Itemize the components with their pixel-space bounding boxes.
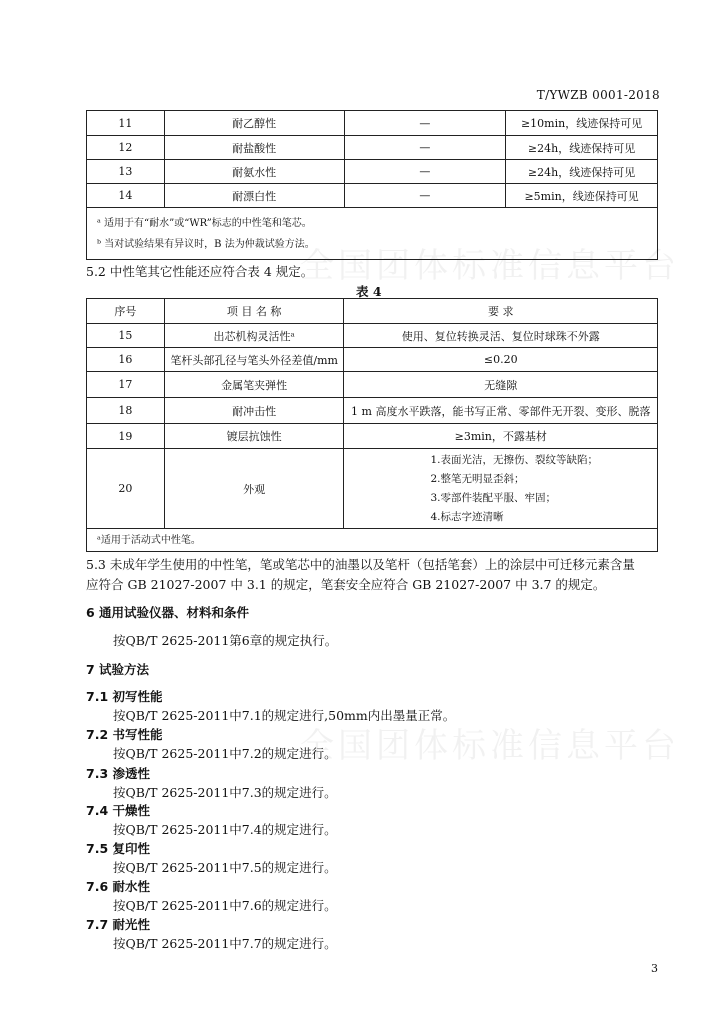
- section-6-body: 按QB/T 2625-2011第6章的规定执行。: [113, 633, 338, 648]
- section-7-7-title: 7.7 耐光性: [86, 917, 150, 932]
- column-header: 要 求: [344, 299, 658, 324]
- section-7-2-title: 7.2 书写性能: [86, 727, 163, 742]
- section-7-3-title: 7.3 渗透性: [86, 766, 150, 781]
- section-7-1-title: 7.1 初写性能: [86, 689, 163, 704]
- section-5-3-cont: 应符合 GB 21027-2007 中 3.1 的规定，笔套安全应符合 GB 21027-2007 中 3.7 的规定。: [86, 577, 606, 592]
- table-4: [86, 298, 658, 552]
- section-5-2: 5.2 中性笔其它性能还应符合表 4 规定。: [86, 264, 314, 279]
- watermark: 全国团体标准信息平台: [300, 726, 680, 766]
- section-7-3-body: 按QB/T 2625-2011中7.3的规定进行。: [113, 785, 337, 800]
- table-4-caption: 表 4: [356, 284, 382, 299]
- table-row: 11 耐乙醇性 — ≥10min，线迹保持可见: [87, 111, 658, 136]
- table-row: 16 笔杆头部孔径与笔头外径差值/mm ≤0.20: [87, 348, 658, 372]
- appearance-requirement: 2.整笔无明显歪斜；: [430, 472, 525, 485]
- table-row: 20 外观 1.表面光洁，无擦伤、裂纹等缺陷； 2.整笔无明显歪斜； 3.零部件装配平服、牢固； 4.标志字迹清晰: [87, 449, 658, 529]
- section-7-4-title: 7.4 干燥性: [86, 803, 150, 818]
- section-5-3: 5.3 未成年学生使用的中性笔，笔或笔芯中的油墨以及笔杆（包括笔套）上的涂层中可迁移元素含量: [86, 557, 635, 572]
- table-header-row: [87, 299, 658, 324]
- table-notes: [87, 208, 658, 260]
- section-7-1-body: 按QB/T 2625-2011中7.1的规定进行,50mm内出墨量正常。: [113, 708, 456, 723]
- table-row: 15 出芯机构灵活性ᵃ 使用、复位转换灵活、复位时球珠不外露: [87, 324, 658, 348]
- column-header: 序号: [87, 299, 165, 324]
- section-7-4-body: 按QB/T 2625-2011中7.4的规定进行。: [113, 822, 337, 837]
- table-3: [86, 110, 658, 260]
- table-note: ᵃ 适用于有“耐水”或“WR”标志的中性笔和笔芯。: [97, 217, 312, 229]
- table-row: 18 耐冲击性 1 m 高度水平跌落，能书写正常、零部件无开裂、变形、脱落: [87, 398, 658, 424]
- table-row: 13 耐氨水性 — ≥24h，线迹保持可见: [87, 160, 658, 184]
- table-notes: [87, 529, 658, 552]
- document-id: T/YWZB 0001-2018: [536, 88, 660, 102]
- section-7-5-title: 7.5 复印性: [86, 841, 150, 856]
- table-note: ᵃ适用于活动式中性笔。: [87, 529, 658, 552]
- page-number: 3: [651, 962, 658, 975]
- table-row: 14 耐漂白性 — ≥5min，线迹保持可见: [87, 184, 658, 208]
- section-7-7-body: 按QB/T 2625-2011中7.7的规定进行。: [113, 936, 337, 951]
- appearance-requirement: 4.标志字迹清晰: [430, 510, 504, 523]
- section-7-6-title: 7.6 耐水性: [86, 879, 150, 894]
- column-header: 项 目 名 称: [164, 299, 344, 324]
- section-7-2-body: 按QB/T 2625-2011中7.2的规定进行。: [113, 746, 337, 761]
- section-7-6-body: 按QB/T 2625-2011中7.6的规定进行。: [113, 898, 337, 913]
- section-7-5-body: 按QB/T 2625-2011中7.5的规定进行。: [113, 860, 337, 875]
- table-row: 17 金属笔夹弹性 无缝隙: [87, 372, 658, 398]
- watermark: 全国团体标准信息平台: [300, 246, 680, 286]
- table-row: 19 镀层抗蚀性 ≥3min，不露基材: [87, 424, 658, 449]
- section-7-title: 7 试验方法: [86, 662, 150, 677]
- table-row: 12 耐盐酸性 — ≥24h，线迹保持可见: [87, 136, 658, 160]
- table-note: ᵇ 当对试验结果有异议时，B 法为仲裁试验方法。: [97, 238, 315, 250]
- appearance-requirement: 1.表面光洁，无擦伤、裂纹等缺陷；: [430, 453, 599, 466]
- appearance-requirement: 3.零部件装配平服、牢固；: [430, 491, 557, 504]
- section-6-title: 6 通用试验仪器、材料和条件: [86, 605, 250, 620]
